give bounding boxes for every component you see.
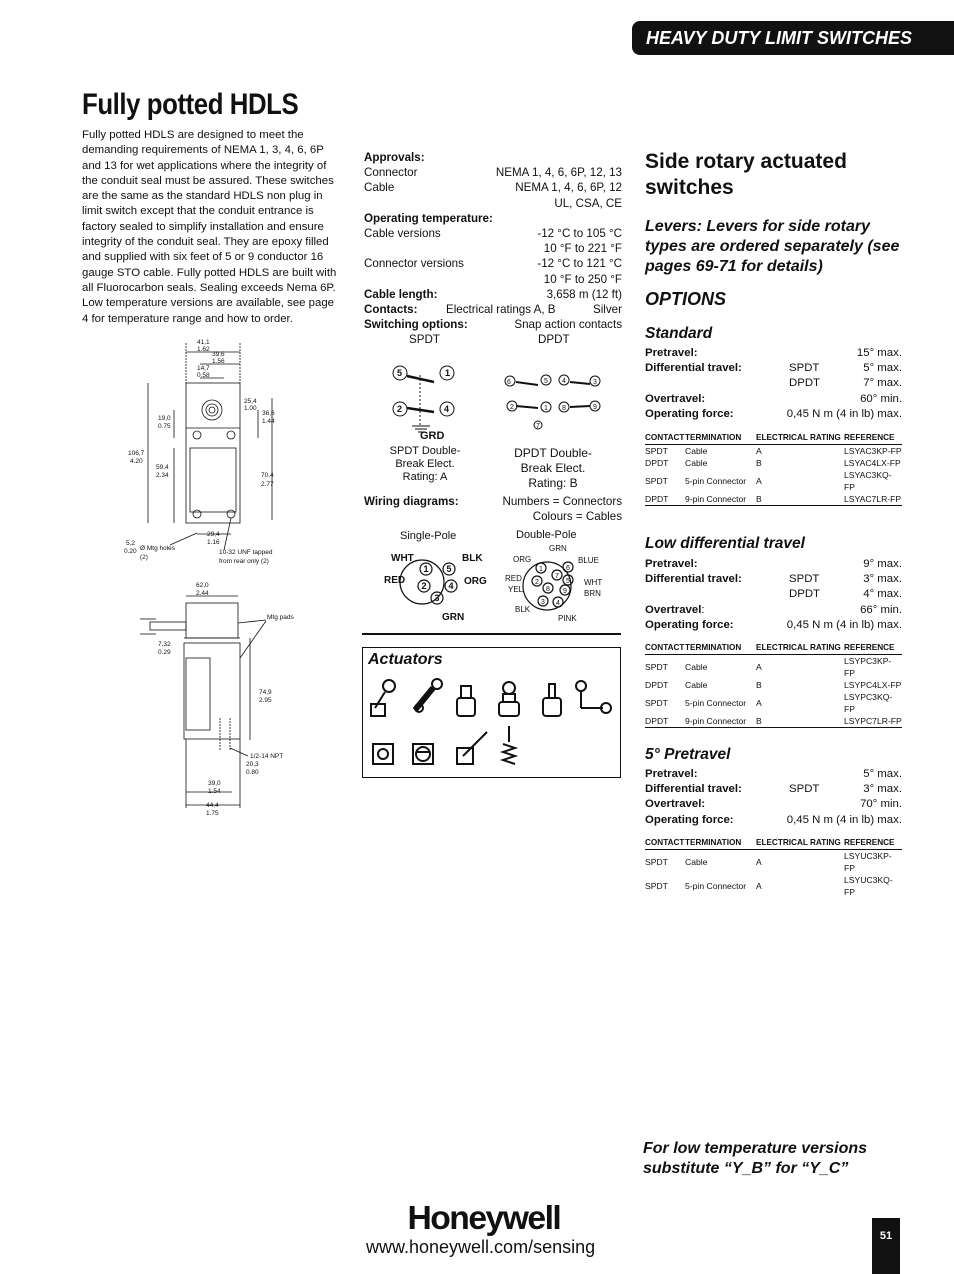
spring-rod-icon: [503, 726, 515, 764]
table-row: [645, 655, 902, 680]
actuators-title: Actuators: [368, 651, 443, 668]
cell-rating: A: [756, 881, 762, 891]
rod-lever-icon: [457, 732, 487, 764]
cell-reference: LSYPC4LX-FP: [844, 680, 902, 690]
pin: 2: [535, 579, 539, 586]
wire-color: PINK: [558, 614, 577, 623]
wiring-colours: Colours = Cables: [532, 510, 622, 524]
cell-rating: B: [756, 680, 762, 690]
force-value: 0,45 N m (4 in lb) max.: [786, 813, 902, 826]
wiring-numbers: Numbers = Connectors: [502, 495, 622, 508]
dim-label: 1.44: [262, 418, 275, 425]
dim-label: 2.34: [156, 472, 169, 479]
pin: 2: [421, 581, 427, 591]
cable-value-2: UL, CSA, CE: [554, 196, 622, 210]
force-label: Operating force:: [645, 813, 734, 826]
dp-term: 1: [544, 405, 548, 412]
footer-url[interactable]: www.honeywell.com/sensing: [366, 1237, 596, 1257]
dim-label: from rear only (2): [219, 558, 269, 565]
overtravel-label-wrap: [645, 603, 705, 618]
approvals-label: Approvals:: [364, 151, 425, 164]
dim-label: 41,1: [197, 339, 210, 346]
low-temp-note: [643, 1139, 867, 1179]
pretravel-label: Pretravel:: [645, 558, 698, 570]
dp-term: 4: [562, 378, 566, 385]
th-contact: CONTACT: [645, 837, 685, 850]
cell-reference: LSYPC3KP-FP: [844, 656, 892, 678]
page-title: Fully potted HDLS: [82, 88, 299, 121]
dim-label: 1.16: [207, 539, 220, 546]
dim-label: 10-32 UNF tapped: [219, 549, 273, 556]
pin: 7: [555, 573, 559, 580]
connector-versions-label: Connector versions: [364, 257, 464, 271]
wire-color: ORG: [464, 576, 487, 587]
section-divider: [362, 633, 621, 635]
table-body: [645, 850, 902, 899]
dim-label: (2): [140, 554, 148, 561]
th-rating: ELECTRICAL RATING: [756, 837, 844, 850]
connector-label: Connector: [364, 166, 418, 180]
wire-color: GRN: [549, 544, 567, 553]
options-heading: OPTIONS: [645, 289, 727, 309]
cell-rating: B: [756, 458, 762, 468]
pre5-table: [645, 837, 902, 898]
overtravel-value: 60° min.: [860, 392, 902, 405]
dim-label: Ø Mtg holes: [140, 545, 176, 552]
dim-label: 20,3: [246, 761, 259, 768]
dim-label: 59,4: [156, 464, 169, 471]
force-value: 0,45 N m (4 in lb) max.: [786, 618, 902, 631]
cell-contact: SPDT: [645, 698, 668, 708]
wobble-icon: [413, 744, 433, 764]
pin: 1: [423, 564, 429, 574]
caption-line: Rating: B: [528, 476, 578, 490]
note-line: substitute “Y_B” for “Y_C”: [643, 1160, 849, 1177]
cell-rating: B: [756, 716, 762, 726]
caption-line: Rating: A: [402, 471, 448, 483]
standard-table: [645, 432, 902, 506]
table-row: [645, 469, 902, 493]
cell-reference: LSYAC3KP-FP: [844, 446, 902, 456]
cell-contact: SPDT: [645, 662, 668, 672]
th-rating: ELECTRICAL RATING: [756, 642, 844, 655]
pin: 6: [566, 565, 570, 572]
cell-contact: DPDT: [645, 716, 669, 726]
lowdiff-table: [645, 642, 902, 728]
dim-label: 0.20: [124, 548, 137, 555]
cell-rating: A: [756, 698, 762, 708]
table-row: [645, 874, 902, 898]
cell-contact: SPDT: [645, 476, 668, 486]
cable-label: Cable: [364, 181, 395, 195]
dim-label: 0.29: [158, 649, 171, 656]
dim-label: 1.54: [208, 788, 221, 795]
dp-term: 6: [507, 379, 511, 386]
dim-label: 1/2-14 NPT: [250, 753, 284, 760]
pin: 8: [546, 586, 550, 593]
dim-label: 1.62: [197, 346, 210, 353]
dim-label: 2.77: [261, 481, 274, 488]
heading-line: Side rotary actuated: [645, 150, 847, 173]
overtravel-value: 66° min.: [860, 603, 902, 616]
pin: 3: [434, 593, 440, 603]
pin: 1: [539, 566, 543, 573]
cell-reference: LSYAC4LX-FP: [844, 458, 901, 468]
th-rating: ELECTRICAL RATING: [756, 432, 844, 445]
dp-term: 9: [593, 404, 597, 411]
dim-label: 0.58: [197, 372, 210, 379]
pin: 3: [541, 599, 545, 606]
dim-label: 62,0: [196, 582, 209, 589]
th-termination: TERMINATION: [685, 837, 756, 850]
specifications: [364, 150, 622, 347]
caption-line: Break Elect.: [395, 458, 455, 470]
top-plunger-icon: [457, 686, 475, 716]
wire-color: WHT: [584, 578, 603, 587]
page-number: 51: [872, 1218, 900, 1274]
cat-whisker-icon: [373, 744, 393, 764]
caption-line: Break Elect.: [520, 461, 586, 475]
side-plunger-icon: [543, 684, 561, 716]
pin: 4: [448, 581, 454, 591]
dpdt-label: DPDT: [538, 333, 570, 347]
cell-reference: LSYUC3KP-FP: [844, 851, 892, 873]
side-rotary-heading: [645, 149, 847, 201]
spdt-caption: [380, 445, 470, 484]
dp-term: 2: [510, 404, 514, 411]
wire-color: RED: [384, 575, 406, 586]
dim-label: 1.00: [244, 405, 257, 412]
table-row: [645, 715, 902, 728]
wire-color: BRN: [584, 589, 601, 598]
cell-termination: 5-pin Connector: [685, 881, 747, 891]
cell-termination: Cable: [685, 458, 708, 468]
roller-lever-icon: [371, 680, 395, 716]
pretravel-value: 5° max.: [863, 768, 902, 780]
dp-term: 8: [562, 405, 566, 412]
cell-contact: DPDT: [645, 680, 669, 690]
lowdiff-specs: [645, 557, 902, 633]
cell-termination: Cable: [685, 446, 708, 456]
dp-term: 5: [544, 378, 548, 385]
dim-label: Mtg pads: [267, 614, 294, 621]
standard-title: Standard: [645, 325, 713, 342]
cell-reference: LSYAC3KQ-FP: [844, 470, 892, 492]
diff-dpdt: DPDT: [789, 588, 821, 601]
caption-line: DPDT Double-: [514, 446, 592, 460]
cell-reference: LSYPC3KQ-FP: [844, 692, 893, 714]
dim-label: 0.75: [158, 423, 171, 430]
pretravel-label: Pretravel:: [645, 768, 698, 780]
wire-color: YEL: [508, 585, 524, 594]
diff-label: Differential travel:: [645, 362, 742, 375]
cell-rating: A: [756, 476, 762, 486]
cable-versions-value-f: 10 °F to 221 °F: [543, 242, 622, 256]
dim-label: 74,9: [259, 689, 272, 696]
top-roller-plunger-icon: [499, 682, 519, 716]
pin: 9: [563, 588, 567, 595]
optemp-label: Operating temperature:: [364, 211, 493, 225]
diff-spdt-value: 5° max.: [863, 362, 902, 375]
fork-lever-icon: [576, 681, 611, 713]
wire-color: RED: [505, 574, 522, 583]
dim-label: 44,4: [206, 802, 219, 809]
connector-versions-value-f: 10 °F to 250 °F: [543, 272, 622, 286]
cell-reference: LSYAC7LR-FP: [844, 494, 902, 504]
cell-termination: 9-pin Connector: [685, 494, 747, 504]
overtravel-value: 70° min.: [860, 798, 902, 811]
dim-label: 5,2: [126, 540, 136, 547]
diff-spdt: SPDT: [789, 573, 820, 586]
diff-dpdt: DPDT: [789, 377, 821, 390]
pretravel-value: 9° max.: [863, 558, 902, 570]
table-row: [645, 445, 902, 458]
cell-rating: A: [756, 662, 762, 672]
cell-contact: DPDT: [645, 494, 669, 504]
force-label: Operating force:: [645, 407, 734, 420]
diff-dpdt-value: 7° max.: [863, 377, 902, 390]
switching-label: Switching options:: [364, 318, 468, 332]
levers-note: Levers: Levers for side rotary types are ordered separately (see pages 69-71 for details): [645, 218, 900, 275]
table-body: [645, 655, 902, 728]
cell-termination: 5-pin Connector: [685, 698, 747, 708]
cell-termination: Cable: [685, 662, 708, 672]
term-1: 1: [445, 368, 451, 378]
pretravel-value: 15° max.: [856, 347, 902, 359]
cell-termination: 9-pin Connector: [685, 716, 747, 726]
term-5: 5: [397, 368, 403, 378]
term-4: 4: [444, 404, 450, 414]
diff-spdt: SPDT: [789, 362, 820, 375]
cell-contact: SPDT: [645, 446, 668, 456]
honeywell-logo: Honeywell: [407, 1199, 561, 1236]
contacts-label: Contacts:: [364, 302, 418, 316]
th-reference: REFERENCE: [844, 432, 902, 445]
cell-contact: SPDT: [645, 881, 668, 891]
cell-contact: SPDT: [645, 857, 668, 867]
dim-label: 106,7: [128, 450, 145, 457]
dim-label: 14,7: [197, 365, 210, 372]
overtravel-label: Overtravel:: [645, 392, 706, 405]
dim-label: 2.44: [196, 590, 209, 597]
single-pole-label: Single-Pole: [400, 530, 457, 542]
term-2: 2: [397, 404, 403, 414]
wire-color: GRN: [442, 612, 465, 623]
table-row: [645, 457, 902, 469]
standard-specs: [645, 346, 902, 422]
cell-reference: LSYPC7LR-FP: [844, 716, 902, 726]
table-header-row: [645, 432, 902, 445]
wire-color: BLK: [462, 553, 483, 564]
dim-label: 39,0: [208, 780, 221, 787]
overtravel-label: Overtravel: [645, 603, 702, 616]
dimension-drawing: [120, 338, 345, 820]
connector-value: NEMA 1, 4, 6, 6P, 12, 13: [495, 166, 622, 180]
section-banner: HEAVY DUTY LIMIT SWITCHES: [632, 21, 954, 55]
overtravel-colon: :: [701, 603, 705, 616]
cell-termination: 5-pin Connector: [685, 476, 747, 486]
wire-color: ORG: [513, 555, 532, 564]
diff-dpdt-value: 4° max.: [863, 588, 902, 601]
pre5-specs: [645, 767, 902, 828]
diff-spdt-value: 3° max.: [863, 783, 902, 796]
wire-color: BLK: [515, 605, 531, 614]
intro-paragraph: Fully potted HDLS are designed to meet the demanding requirements of NEMA 1, 3, 4, 6, 6P and 13 for wet applications where the integrity of the conduit seal must be assured. These switches are the same as the standard HDLS non plug in limit switch except that the conduit entrance is factory sealed to simplify installation and ensure integrity of the conduit seal. They are epoxy filled and supplied with six feet of 5 or 9 conductor 16 gauge STO cable. Fully potted HDLS are built with all Fluorocarbon seals. Sealing exceeds Nema 6P. Low temperature versions are available, see page 4 for temperature range and how to order.: [82, 129, 337, 325]
cable-versions-value: -12 °C to 105 °C: [537, 226, 622, 240]
dim-label: 19,0: [158, 415, 171, 422]
th-contact: CONTACT: [645, 432, 685, 445]
force-value: 0,45 N m (4 in lb) max.: [786, 407, 902, 420]
diff-label: Differential travel:: [645, 573, 742, 586]
dim-label: 25,4: [244, 398, 257, 405]
dim-label: 7,32: [158, 641, 171, 648]
contacts-value: Silver: [593, 302, 622, 316]
dim-label: 36,6: [262, 410, 275, 417]
adjustable-lever-icon: [415, 679, 442, 712]
cable-length-value: 3,658 m (12 ft): [546, 287, 622, 301]
cell-termination: Cable: [685, 857, 708, 867]
table-row: [645, 850, 902, 875]
cable-versions-label: Cable versions: [364, 226, 441, 240]
table-row: [645, 691, 902, 715]
dp-term: 3: [593, 379, 597, 386]
pretravel-label: Pretravel:: [645, 347, 698, 359]
contacts-ratings: Electrical ratings A, B: [446, 302, 556, 316]
pin: 5: [566, 578, 570, 585]
force-label: Operating force:: [645, 618, 734, 631]
diff-spdt: SPDT: [789, 783, 820, 796]
double-pole-label: Double-Pole: [516, 529, 577, 541]
diff-spdt-value: 3° max.: [863, 573, 902, 586]
th-reference: REFERENCE: [844, 837, 902, 850]
wiring-label: Wiring diagrams:: [364, 495, 459, 508]
dim-label: 0.80: [246, 769, 259, 776]
dim-label: 39,6: [212, 351, 225, 358]
dim-label: 2.95: [259, 697, 272, 704]
cell-rating: B: [756, 494, 762, 504]
grd-label: GRD: [420, 430, 445, 442]
overtravel-label: Overtravel:: [645, 798, 706, 811]
wire-color: BLUE: [578, 556, 599, 565]
dpdt-caption: [503, 446, 603, 491]
wire-color: WHT: [391, 553, 414, 564]
connector-versions-value: -12 °C to 121 °C: [537, 257, 622, 271]
table-header-row: [645, 837, 902, 850]
switching-value: Snap action contacts: [514, 318, 622, 332]
cell-rating: A: [756, 446, 762, 456]
actuators-box: [362, 647, 621, 778]
pre5-title: 5° Pretravel: [645, 746, 731, 763]
table-body: [645, 445, 902, 506]
dp-term: 7: [536, 423, 540, 430]
table-header-row: [645, 642, 902, 655]
caption-line: SPDT Double-: [389, 445, 461, 457]
heading-line: switches: [645, 176, 734, 199]
wiring-diagrams: [380, 540, 620, 626]
contact-diagrams: [388, 360, 620, 450]
dim-label: 4.20: [130, 458, 143, 465]
lowdiff-title: Low differential travel: [645, 535, 805, 552]
diff-label: Differential travel:: [645, 783, 742, 796]
cell-reference: LSYUC3KQ-FP: [844, 875, 893, 897]
wiring-section: [364, 494, 622, 524]
dim-label: 1.75: [206, 810, 219, 817]
th-termination: TERMINATION: [685, 642, 756, 655]
table-row: [645, 493, 902, 506]
note-line: For low temperature versions: [643, 1140, 868, 1157]
pin: 4: [556, 600, 560, 607]
cell-rating: A: [756, 857, 762, 867]
cable-length-label: Cable length:: [364, 287, 438, 301]
pin: 5: [446, 564, 452, 574]
cell-contact: DPDT: [645, 458, 669, 468]
table-row: [645, 679, 902, 691]
th-reference: REFERENCE: [844, 642, 902, 655]
th-contact: CONTACT: [645, 642, 685, 655]
dim-label: 29,4: [207, 531, 220, 538]
th-termination: TERMINATION: [685, 432, 756, 445]
cable-value: NEMA 1, 4, 6, 6P, 12: [515, 181, 622, 195]
cell-termination: Cable: [685, 680, 708, 690]
dim-label: 1.56: [212, 358, 225, 365]
dim-label: 70,4: [261, 472, 274, 479]
spdt-label: SPDT: [409, 333, 440, 347]
